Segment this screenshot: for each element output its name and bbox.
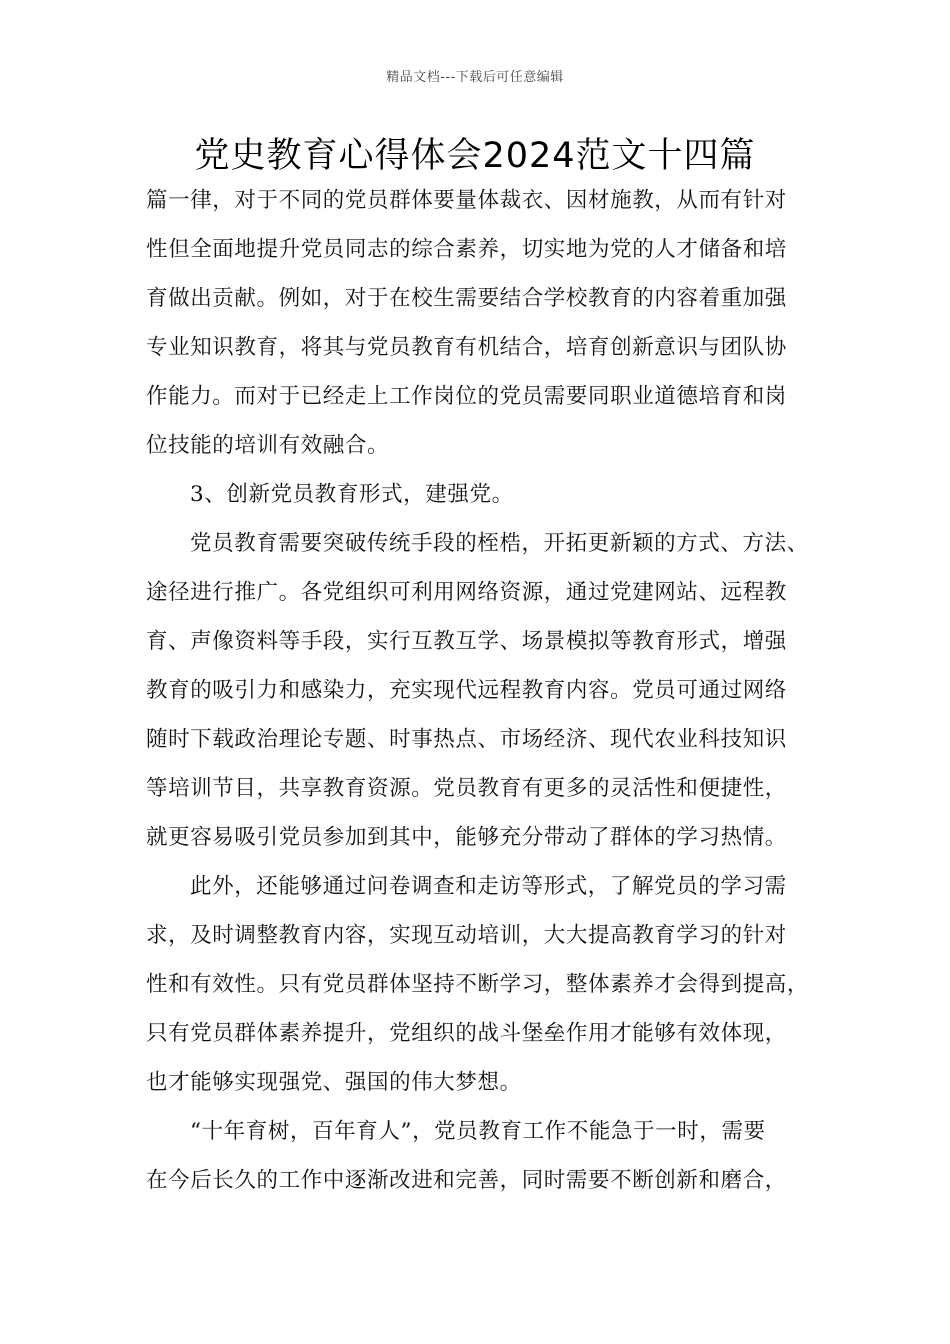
text-line: 位技能的培训有效融合。 <box>146 433 390 458</box>
text-line: 此外，还能够通过问卷调查和走访等形式，了解党员的学习需 <box>190 874 787 899</box>
text-line: 教育的吸引力和感染力，充实现代远程教育内容。党员可通过网络 <box>146 678 787 703</box>
text-line: 育做出贡献。例如，对于在校生需要结合学校教育的内容着重加强 <box>146 286 787 311</box>
text-line: 性但全面地提升党员同志的综合素养，切实地为党的人才储备和培 <box>146 237 787 262</box>
text-line: 随时下载政治理论专题、时事热点、市场经济、现代农业科技知识 <box>146 727 787 752</box>
text-line: 也才能够实现强党、强国的伟大梦想。 <box>146 1070 522 1095</box>
text-line: 3、创新党员教育形式，建强党。 <box>190 482 514 507</box>
text-line: 只有党员群体素养提升，党组织的战斗堡垒作用才能够有效体现， <box>146 1021 787 1046</box>
text-line: 党员教育需要突破传统手段的桎梏，开拓更新颖的方式、方法、 <box>190 531 809 556</box>
text-line: 育、声像资料等手段，实行互教互学、场景模拟等教育形式，增强 <box>146 629 787 654</box>
text-line: 专业知识教育，将其与党员教育有机结合，培育创新意识与团队协 <box>146 335 787 360</box>
text-line: 性和有效性。只有党员群体坚持不断学习，整体素养才会得到提高， <box>146 972 810 997</box>
text-line: 途径进行推广。各党组织可利用网络资源，通过党建网站、远程教 <box>146 580 787 605</box>
text-line: 等培训节目，共享教育资源。党员教育有更多的灵活性和便捷性， <box>146 776 787 801</box>
text-line: 在今后长久的工作中逐渐改进和完善，同时需要不断创新和磨合， <box>146 1168 787 1193</box>
text-line: 就更容易吸引党员参加到其中，能够充分带动了群体的学习热情。 <box>146 825 787 850</box>
text-line: 作能力。而对于已经走上工作岗位的党员需要同职业道德培育和岗 <box>146 384 787 409</box>
header-watermark: 精品文档---下载后可任意编辑 <box>386 70 564 85</box>
text-line: 求，及时调整教育内容，实现互动培训，大大提高教育学习的针对 <box>146 923 787 948</box>
document-body <box>146 176 816 1205</box>
text-line: “十年育树，百年育人”，党员教育工作不能急于一时，需要 <box>190 1119 766 1144</box>
text-line: 篇一律，对于不同的党员群体要量体裁衣、因材施教，从而有针对 <box>146 188 787 213</box>
document-title: 党史教育心得体会2024范文十四篇 <box>194 136 756 176</box>
